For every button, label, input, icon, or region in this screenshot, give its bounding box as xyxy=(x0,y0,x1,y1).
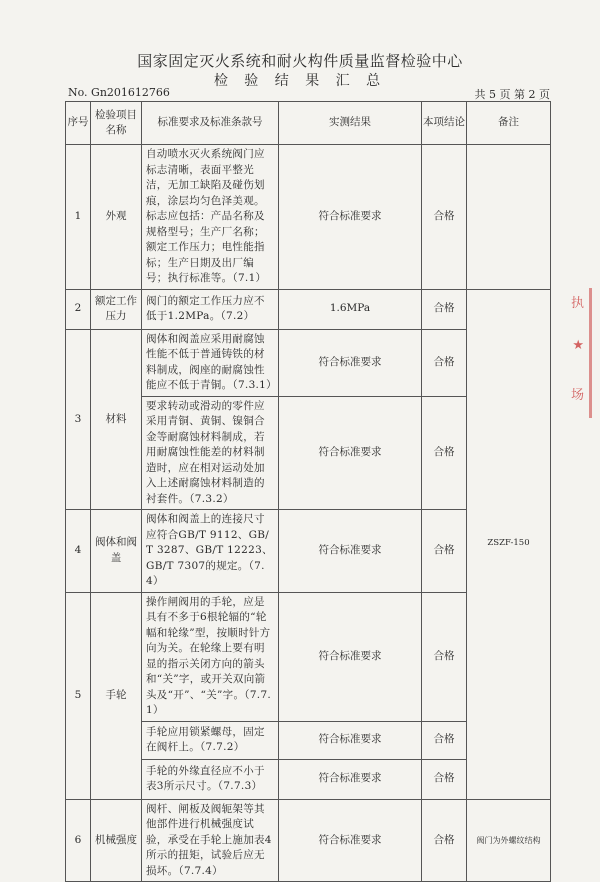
seal-stamp xyxy=(567,288,592,418)
cell-requirement: 手轮应用锁紧螺母，固定在阀杆上。（7.7.2） xyxy=(142,721,279,759)
cell-requirement: 阀门的额定工作压力应不低于1.2MPa。（7.2） xyxy=(142,289,279,329)
document-subtitle: 检 验 结 果 汇 总 xyxy=(213,73,387,89)
cell-item: 阀体和阀盖 xyxy=(91,510,142,593)
cell-conclusion: 合格 xyxy=(422,396,467,510)
cell-result: 符合标准要求 xyxy=(279,799,422,882)
cell-item: 机械强度 xyxy=(91,799,142,882)
table-row xyxy=(66,145,551,290)
cell-requirement: 阀杆、闸板及阀轭架等其他部件进行机械强度试验，承受在手轮上施加表4所示的扭矩，试验后应无损坏。（7.7.4） xyxy=(142,799,279,882)
cell-seq: 2 xyxy=(66,289,91,329)
table-header-row xyxy=(66,102,551,145)
cell-result: 符合标准要求 xyxy=(279,721,422,759)
cell-remark-merged: ZSZF-150 xyxy=(467,289,551,799)
cell-conclusion: 合格 xyxy=(422,759,467,799)
cell-requirement: 阀体和阀盖上的连接尺寸应符合GB/T 9112、GB/T 3287、GB/T 12223、GB/T 7307的规定。（7.4） xyxy=(142,510,279,593)
cell-result: 符合标准要求 xyxy=(279,396,422,510)
cell-conclusion: 合格 xyxy=(422,721,467,759)
cell-result: 符合标准要求 xyxy=(279,592,422,721)
results-table xyxy=(65,101,551,882)
cell-seq: 4 xyxy=(66,510,91,593)
cell-remark xyxy=(467,145,551,290)
cell-item: 外观 xyxy=(91,145,142,290)
header-item: 检验项目名称 xyxy=(91,102,142,145)
cell-result: 符合标准要求 xyxy=(279,759,422,799)
header-seq: 序号 xyxy=(66,102,91,145)
cell-item: 手轮 xyxy=(91,592,142,799)
cell-item: 额定工作压力 xyxy=(91,289,142,329)
stamp-star-icon: ★ xyxy=(572,338,584,353)
cell-conclusion: 合格 xyxy=(422,592,467,721)
stamp-char: 执 xyxy=(570,296,584,311)
cell-result: 符合标准要求 xyxy=(279,510,422,593)
cell-seq: 1 xyxy=(66,145,91,290)
cell-item: 材料 xyxy=(91,329,142,510)
cell-requirement: 手轮的外缘直径应不小于表3所示尺寸。（7.7.3） xyxy=(142,759,279,799)
header-result: 实测结果 xyxy=(279,102,422,145)
table-row xyxy=(66,799,551,882)
header-requirement: 标准要求及标准条款号 xyxy=(142,102,279,145)
report-number: No. Gn201612766 xyxy=(68,86,170,99)
cell-requirement: 阀体和阀盖应采用耐腐蚀性能不低于普通铸铁的材料制成，阀座的耐腐蚀性能应不低于青铜。（7.3.1） xyxy=(142,329,279,396)
cell-seq: 6 xyxy=(66,799,91,882)
cell-requirement: 操作闸阀用的手轮，应是具有不多于6根轮辐的“轮幅和轮缘”型，按顺时针方向为关。在轮缘上要有明显的指示关闭方向的箭头和“关”字，或开关双向箭头及“开”、“关”字。（7.7.1） xyxy=(142,592,279,721)
stamp-char: 场 xyxy=(570,388,584,403)
cell-seq: 3 xyxy=(66,329,91,510)
cell-conclusion: 合格 xyxy=(422,329,467,396)
cell-seq: 5 xyxy=(66,592,91,799)
table-row xyxy=(66,289,551,329)
cell-result: 符合标准要求 xyxy=(279,329,422,396)
page-info: 共 5 页 第 2 页 xyxy=(474,88,550,101)
cell-conclusion: 合格 xyxy=(422,799,467,882)
header-remark: 备注 xyxy=(467,102,551,145)
document-title: 国家固定灭火系统和耐火构件质量监督检验中心 xyxy=(137,52,463,70)
cell-conclusion: 合格 xyxy=(422,289,467,329)
cell-remark: 阀门为外螺纹结构 xyxy=(467,799,551,882)
header-conclusion: 本项结论 xyxy=(422,102,467,145)
cell-requirement: 要求转动或滑动的零件应采用青铜、黄铜、镍铜合金等耐腐蚀材料制成，若用耐腐蚀性能差的材料制造时，应在相对运动处加入上述耐腐蚀材料制造的衬套件。（7.3.2） xyxy=(142,396,279,510)
cell-result: 符合标准要求 xyxy=(279,145,422,290)
cell-requirement: 自动喷水灭火系统阀门应标志清晰，表面平整光洁，无加工缺陷及碰伤划痕，涂层均匀色泽美观。标志应包括：产品名称及规格型号；生产厂名称；额定工作压力；电性能指标；生产日期及出厂编号；执行标准等。（7.1） xyxy=(142,145,279,290)
cell-conclusion: 合格 xyxy=(422,510,467,593)
cell-conclusion: 合格 xyxy=(422,145,467,290)
cell-result: 1.6MPa xyxy=(279,289,422,329)
